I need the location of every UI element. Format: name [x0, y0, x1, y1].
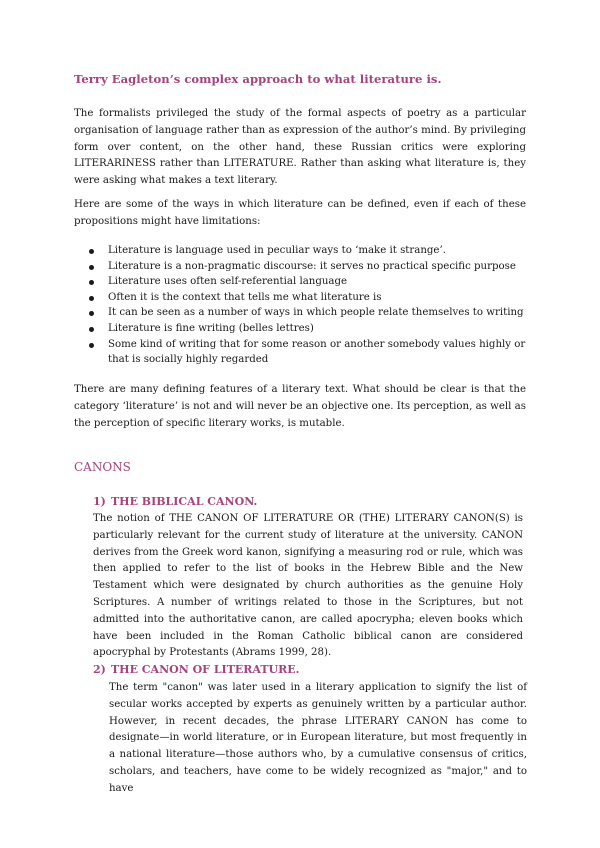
section-heading-biblical-canon [93, 495, 257, 508]
list-item: Some kind of writing that for some reason or another somebody values highly or that is socially highly regarded [74, 337, 526, 368]
defining-features-paragraph: There are many defining features of a literary text. What should be clear is that the category ‘literature’ is not and will never be an objective one. Its perception, as well as the perception of specific literary works, is mutable. [74, 384, 526, 429]
bullet-icon [89, 327, 94, 332]
section-title: THE CANON OF LITERATURE. [111, 663, 300, 676]
section-number: 2) [93, 663, 106, 676]
canons-heading: CANONS [74, 460, 131, 474]
bullet-icon [89, 280, 94, 285]
canon-of-literature-paragraph: The term "canon" was later used in a literary application to signify the list of secular works accepted by experts as genuinely written by a particular author. However, in recent decades, the phrase LITERARY CANON has come to designate—in world literature, or in European literature, but most frequently in a national literature—those authors who, by a cumulative consensus of critics, scholars, and teachers, have come to be widely recognized as "major," and to have [109, 682, 527, 794]
definitions-intro-paragraph: Here are some of the ways in which literature can be defined, even if each of these propositions might have limitations: [74, 199, 526, 227]
list-item: Literature is fine writing (belles lettres) [74, 321, 526, 337]
bullet-icon [89, 343, 94, 348]
definitions-list [74, 243, 526, 368]
bullet-icon [89, 311, 94, 316]
biblical-canon-paragraph: The notion of THE CANON OF LITERATURE OR (THE) LITERARY CANON(S) is particularly relevant for the current study of literature at the university. CANON derives from the Greek word kanon, signifying a measuring rod or rule, which was then applied to refer to the list of books in the Hebrew Bible and the New Testament which were designated by church authorities as the genuine Holy Scriptures. A number of writings related to those in the Scriptures, but not admitted into the authoritative canon, are called apocrypha; eleven books which have been included in the Roman Catholic biblical canon are considered apocryphal by Protestants (Abrams 1999, 28). [93, 513, 523, 659]
bullet-icon [89, 296, 94, 301]
list-item: Often it is the context that tells me what literature is [74, 290, 526, 306]
list-item: It can be seen as a number of ways in which people relate themselves to writing [74, 305, 526, 321]
list-item: Literature uses often self-referential language [74, 274, 526, 290]
document-heading: Terry Eagleton’s complex approach to what literature is. [74, 72, 442, 86]
bullet-icon [89, 249, 94, 254]
list-item: Literature is language used in peculiar ways to ‘make it strange’. [74, 243, 526, 259]
list-item: Literature is a non-pragmatic discourse: it serves no practical specific purpose [74, 259, 526, 275]
section-number: 1) [93, 495, 106, 508]
intro-paragraph: The formalists privileged the study of the formal aspects of poetry as a particular organisation of language rather than as expression of the author’s mind. By privileging form over content, on the other hand, these Russian critics were exploring LITERARINESS rather than LITERATURE. Rather than asking what literature is, they were asking what makes a text literary. [74, 108, 526, 187]
section-heading-canon-of-literature [93, 663, 299, 676]
section-title: THE BIBLICAL CANON. [111, 495, 258, 508]
bullet-icon [89, 265, 94, 270]
